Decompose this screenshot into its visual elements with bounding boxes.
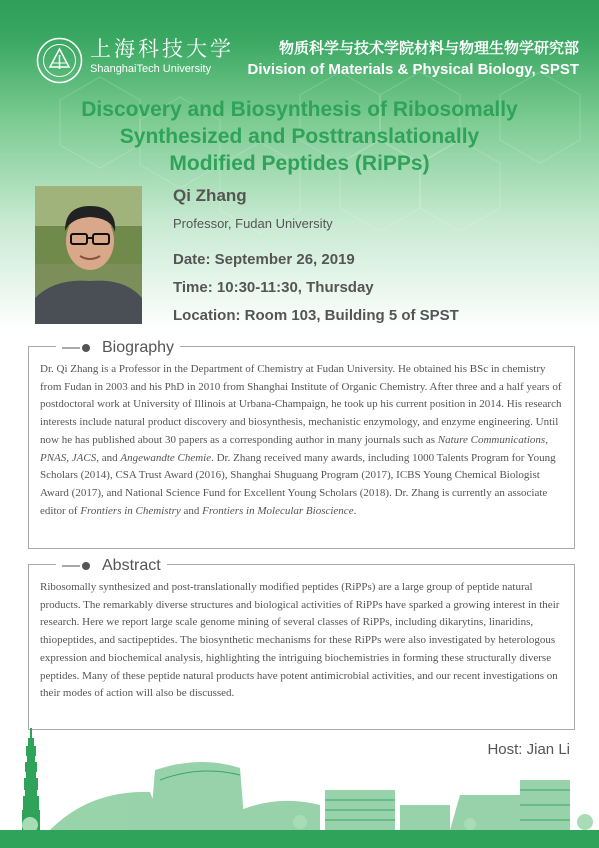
bio-text-part: , [66, 451, 72, 464]
bio-text-part: and [180, 504, 203, 517]
heading-rule [62, 565, 80, 567]
division-name-cn: 物质科学与技术学院材料与物理生物学研究部 [278, 40, 579, 57]
biography-text [40, 361, 565, 520]
event-date: Date: September 26, 2019 [173, 251, 355, 268]
university-name-en: ShanghaiTech University [90, 63, 212, 75]
seminar-title-line: Discovery and Biosynthesis of Ribosomally [81, 98, 518, 121]
event-time: Time: 10:30-11:30, Thursday [173, 279, 374, 296]
journal-name: JACS [71, 451, 97, 464]
bio-text-part: . [353, 504, 357, 517]
biography-heading [56, 338, 180, 358]
bio-text-part: . Dr. Zhang received many awards, including 1000 Talents Program for Young Scholars (2014), CSA Trust Award (2016), Shanghai Shuguang Program (2017), ICBS Young Chemical Biologist Award (2017), and National Science Fund for Excellent Young Scholars (2018). Dr. Zhang is currently an associate editor of [40, 451, 556, 517]
heading-bullet [82, 344, 90, 352]
speaker-affiliation: Professor, Fudan University [173, 216, 333, 231]
speaker-photo [35, 186, 142, 324]
university-seal-logo [36, 37, 83, 84]
division-name-en: Division of Materials & Physical Biology, SPST [247, 61, 579, 78]
heading-rule [62, 347, 80, 349]
journal-name: PNAS [40, 451, 67, 464]
bio-text-part: Dr. Qi Zhang is a Professor in the Department of Chemistry at Fudan University. He obtained his BSc in chemistry from Fudan in 2003 and his PhD in 2010 from Shanghai Institute of Organic Chemistry. After three and a half years of postdoctoral work at University of Illinois at Urbana-Champaign, he took up his current position in 2014. His research interests include natural product discovery and biosynthesis, mechanistic enzymology, and enzyme engineering. Until now he has published about 30 papers as a corresponding author in many journals such as [40, 363, 562, 446]
bio-text-part: , and [96, 451, 121, 464]
abstract-text: Ribosomally synthesized and post-translationally modified peptides (RiPPs) are a large group of peptide natural products. The remarkably diverse structures and biological activities of RiPPs have sparked a growing interest in their research. Here we report large scale genome mining of several classes of RiPPs, including dikarytins, linaridins, thiopeptides, and sactipeptides. The biosynthetic mechanisms for these RiPPs were also investigated by heterologous expression and biochemical analysis, highlighting the intriguing biochemistries in forming these structurally diverse peptides. Many of these peptide natural products have potent antimicrobial activities, and our recent investigations on their modes of action will also be discussed. [40, 581, 560, 700]
abstract-heading-label: Abstract [102, 557, 161, 574]
speaker-name: Qi Zhang [173, 186, 247, 205]
seminar-title [0, 96, 599, 177]
seminar-title-line: Modified Peptides (RiPPs) [169, 152, 430, 175]
seminar-title-line: Synthesized and Posttranslationally [119, 125, 480, 148]
journal-name: Angewandte Chemie [120, 451, 212, 464]
journal-name: Frontiers in Chemistry [80, 504, 181, 517]
biography-heading-label: Biography [102, 339, 175, 356]
event-location: Location: Room 103, Building 5 of SPST [173, 307, 459, 324]
abstract-heading [56, 556, 167, 576]
bio-text-part: , [545, 433, 548, 446]
journal-name: Frontiers in Molecular Bioscience [202, 504, 354, 517]
heading-bullet [82, 562, 90, 570]
host-name: Host: Jian Li [487, 741, 570, 758]
university-name-cn: 上海科技大学 [90, 37, 234, 61]
footer-ground-bar [0, 830, 599, 848]
journal-name: Nature Communications [437, 433, 546, 446]
